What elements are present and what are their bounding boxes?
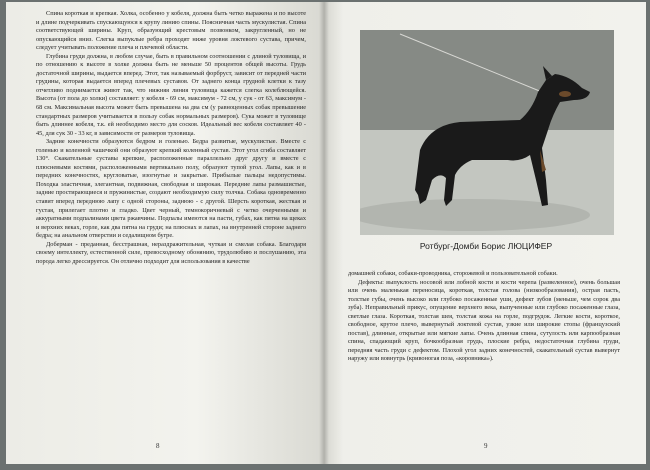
book-spread (6, 2, 646, 464)
paragraph: Глубина груди должна, в любом случае, быть в правильном соотношении с длиной туловища, и по отношению к высоте в холке должна быть не меньше 50 процентов общей высоты. Грудь достаточной ширины, выдается вперед. Этот, так называемый форбруст, зависит от передней части грудины, которая выдается вперед плечевых суставов. От заднего конца грудной клетки к тазу отчетливо поднимается живот так, что нижняя линия туловища кажется слегка колеблющейся. Высота (от пола до холки) составляет: у кобеля - 69 см, максимум - 72 см, у сук - от 63, максимум - 68 см. Максимальная высота может быть превышена на два см (у равноценных собак превышение стандартных размеров учитывается в пользу собак нормальных размеров). Сука может в туловище быть длиннее кобеля, т.к. ей необходимо место для сосков. Идеальный вес кобеля составляет 40 - 45, для сук 30 - 33 кг, в зависимости от размеров туловища. (36, 52, 306, 137)
doberman-illustration (360, 30, 614, 235)
dog-photo (360, 30, 614, 235)
left-page-text (36, 10, 306, 266)
right-page (324, 2, 646, 464)
paragraph: Спина короткая и крепкая. Холка, особенно у кобеля, должна быть четко выражена и по высоте и длине подчеркивать спускающуюся к крупу линию спины. Поясничная часть мускулистая. Спина соответствующей ширины. Круп, образующий крестовым позвонком, закругленный, но не опускающийся вниз. Слегка выпуклые ребра проходят ниже уровня локтевого сустава, причем, следует учитывать положение плеча и плечевой области. (36, 10, 306, 52)
right-page-text (348, 270, 620, 364)
paragraph: Дефекты: выпуклость носовой или лобной кости и кости черепа (развеленное), очень большая или очень маленькая переносица, короткая, толстая голова (низкообразования), острая пасть, толстые губы, очень высоко или глубоко посаженные уши, дефект зубов (меньше, чем сорок два зуба). Неправильный прикус, опущение верхнего века, выпученные или глубоко посаженные глаза, светлые глаза. Короткая, толстая шея, толстая кожа на горле, подгрудок. Легкие кости, короткое, свободное, крутое плечо, вывернутый локтевой сустав, узкие или широкие стопы (французский постав), длинные, открытые или мягкие лапы. Очень длинная спина, сутулость или карпообразная спина, спадающий круп, бочкообразная грудь, плоские ребра, недостаточная глубина груди, передняя часть груди с дефектом. Плохой угол задних конечностей, скакательный сустав вывернут наружу или вовнутрь (кривоногая поза, «коровника»). (348, 278, 620, 363)
page-number: 8 (156, 442, 160, 450)
page-number: 9 (484, 442, 488, 450)
paragraph: домашней собаки, собаки-проводника, сторожевой и пользовательной собаки. (348, 270, 558, 277)
paragraph: Доберман - преданная, бесстрашная, нераздражительная, чуткая и смелая собака. Благодаря своему интеллекту, естественной силе, превосходному обонянию, трудолюбию и послушанию, эта порода легко дрессируется. Он отлично подходит для использования в качестве (36, 240, 306, 265)
book-gutter (319, 2, 329, 464)
photo-caption: Ротбург-Домби Борис ЛЮЦИФЕР (419, 241, 553, 251)
left-page (6, 2, 324, 464)
paragraph: Задние конечности образуются бедром и голенью. Бедра развитые, мускулистые. Вместе с голенью и коленной чашечкой они образуют крепкий коленный сустав. Этот угол сгиба составляет 130°. Скакательные суставы крепкие, расположенные параллельно друг другу и вместе с плюсневыми костями, расположенными вертикально полу, образуют тупой угол. Лапы, как и в передних конечностях, кругловатые, изогнутые и закрытые. Прибылые пальцы недопустимы. Походка эластичная, элегантная, подвижная, свободная и широкая. Передние лапы размашистые, задние простирающиеся и пружинистые, создают необходимую силу толчка. Собака одновременно ставит вперед переднюю лапу с одной стороны, заднюю - с другой. Шерсть короткая, жесткая и густая, прилегает плотно и гладко. Цвет черный, темнокоричневый с четко очерченными и аккуратными подпалинами цвета ржавчины. Подпалы имеются на пасти, губах, как пятна на щеках и верхних веках, горле, как два пятна на груди; на плюснах и лапах, на внутренней стороне заднего бедра; на анальном отверстии и седалищном бугре. (36, 138, 306, 240)
